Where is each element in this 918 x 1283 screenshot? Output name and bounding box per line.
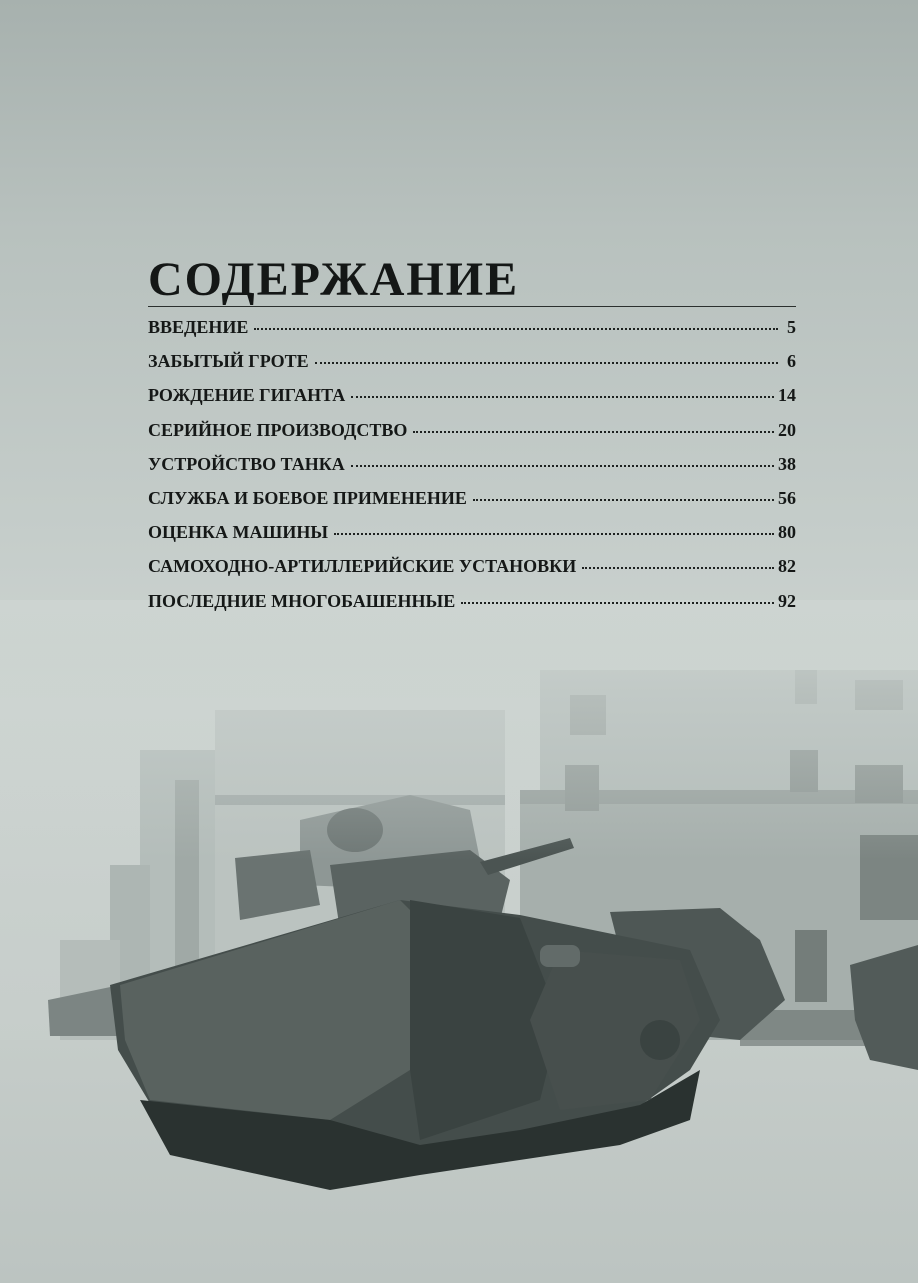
toc-entry[interactable] (148, 556, 796, 590)
toc-entry[interactable] (148, 317, 796, 351)
toc-entry-page: 6 (787, 351, 796, 372)
dot-leader (582, 567, 774, 569)
toc-entry-label: ЗАБЫТЫЙ ГРОТЕ (148, 351, 309, 372)
toc-entry-label: ОЦЕНКА МАШИНЫ (148, 522, 328, 543)
toc-entry-label: УСТРОЙСТВО ТАНКА (148, 453, 345, 474)
toc-entry-page: 20 (778, 419, 796, 440)
toc-entry-page: 92 (778, 590, 796, 611)
toc-entry[interactable] (148, 591, 796, 625)
dot-leader (334, 533, 774, 535)
toc-entry-page: 82 (778, 556, 796, 577)
dot-leader (461, 602, 774, 604)
toc-entry-label: РОЖДЕНИЕ ГИГАНТА (148, 385, 346, 406)
toc-entry-label: САМОХОДНО-АРТИЛЛЕРИЙСКИЕ УСТАНОВКИ (148, 556, 577, 577)
dot-leader (254, 328, 778, 330)
toc-title: СОДЕРЖАНИЕ (148, 253, 520, 306)
toc-entry-label: СЕРИЙНОЕ ПРОИЗВОДСТВО (148, 419, 408, 440)
toc-entry-page: 38 (778, 453, 796, 474)
dot-leader (413, 431, 774, 433)
dot-leader (315, 362, 778, 364)
toc-entry-label: СЛУЖБА И БОЕВОЕ ПРИМЕНЕНИЕ (148, 487, 467, 508)
toc-entry-page: 5 (787, 317, 796, 337)
toc-entry-page: 56 (778, 487, 796, 508)
toc-entry-page: 14 (778, 385, 796, 406)
table-of-contents (148, 252, 796, 625)
toc-entry[interactable] (148, 488, 796, 522)
toc-entry[interactable] (148, 420, 796, 454)
toc-entry[interactable] (148, 351, 796, 385)
toc-entry[interactable] (148, 385, 796, 419)
toc-entry[interactable] (148, 454, 796, 488)
dot-leader (351, 465, 774, 467)
toc-entry-label: ПОСЛЕДНИЕ МНОГОБАШЕННЫЕ (148, 590, 456, 611)
toc-list (148, 317, 796, 625)
toc-entry[interactable] (148, 522, 796, 556)
tank-parade-photo (0, 600, 918, 1283)
dot-leader (473, 499, 774, 501)
toc-entry-label: ВВЕДЕНИЕ (148, 317, 249, 337)
dot-leader (351, 396, 774, 398)
toc-entry-page: 80 (778, 522, 796, 543)
